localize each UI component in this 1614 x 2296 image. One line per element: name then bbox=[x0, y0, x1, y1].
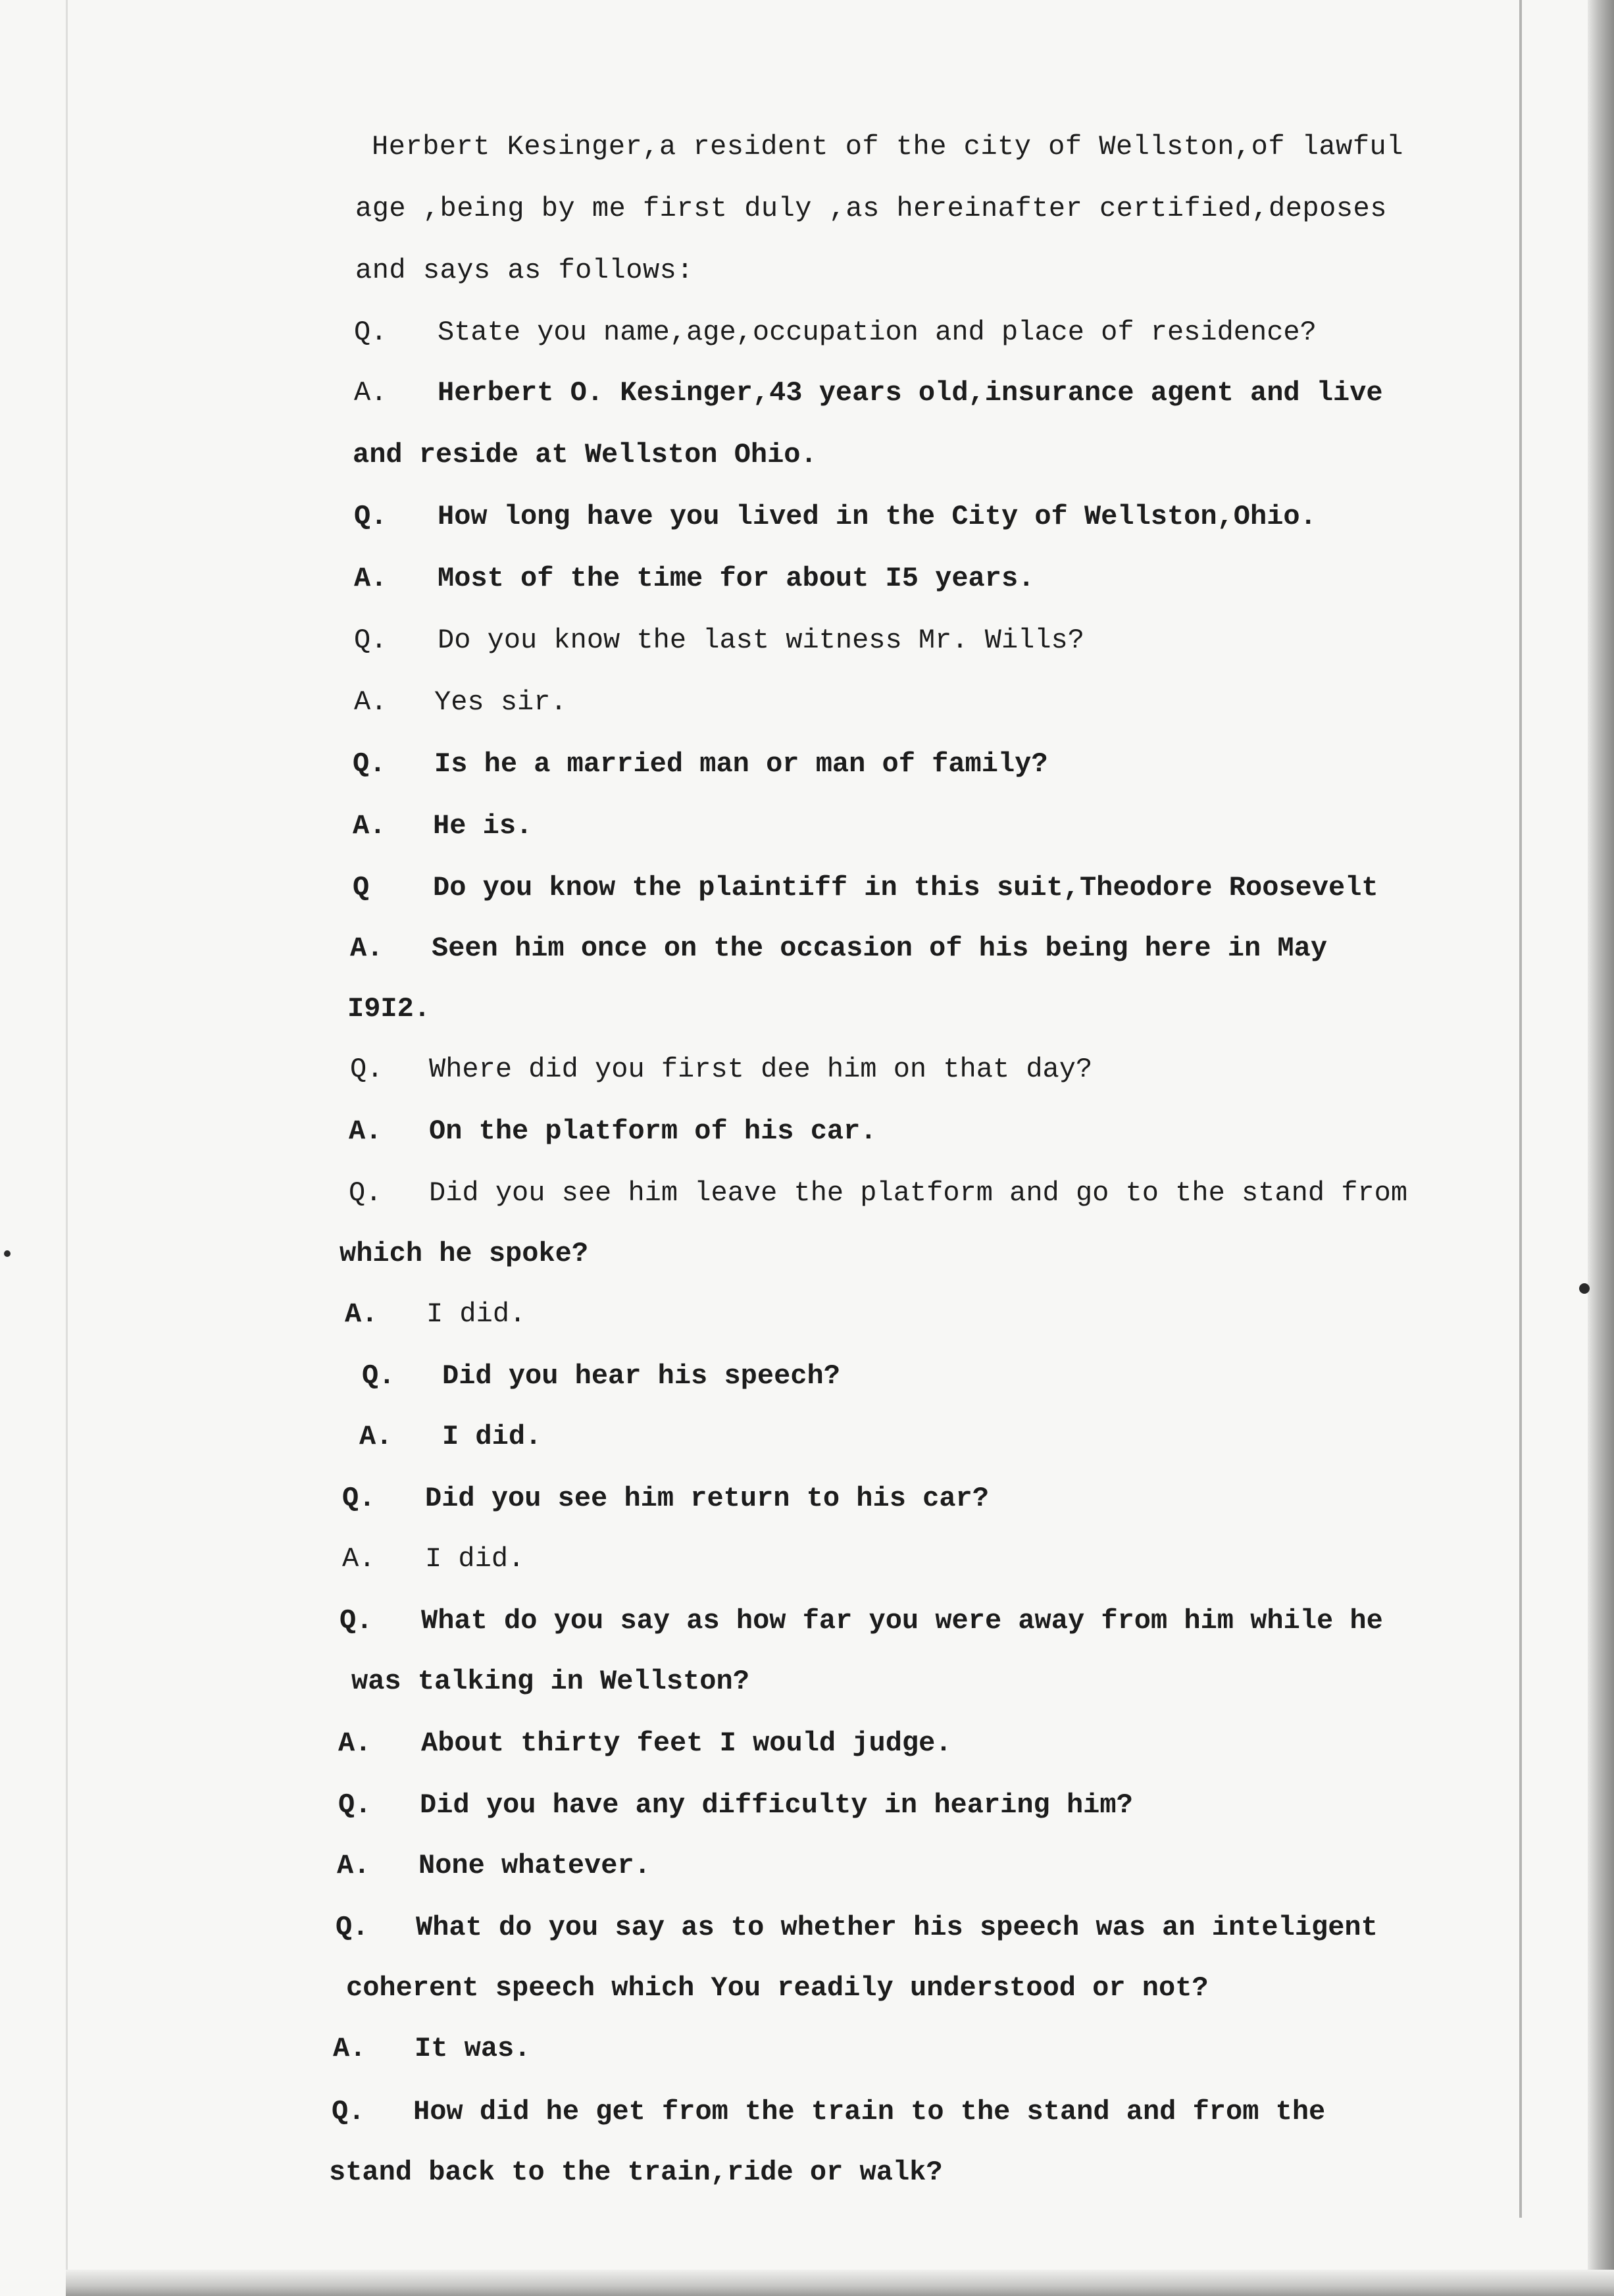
question-text: Do you know the plaintiff in this suit,Theodore Roosevelt bbox=[433, 872, 1378, 904]
question-text: Is he a married man or man of family? bbox=[434, 748, 1048, 780]
marker-a: A. bbox=[337, 1850, 370, 1881]
question-text: What do you say as how far you were away from him while he bbox=[421, 1605, 1383, 1637]
answer-text: Yes sir. bbox=[434, 686, 567, 718]
marker-q: Q. bbox=[342, 1483, 376, 1514]
page-right-edge bbox=[1519, 0, 1522, 2218]
ink-speck bbox=[4, 1250, 11, 1257]
page-left-edge bbox=[66, 0, 68, 2296]
intro-line-2: age ,being by me first duly ,as hereinafter certified,deposes bbox=[355, 193, 1387, 224]
question-text: How long have you lived in the City of Wellston,Ohio. bbox=[438, 501, 1317, 532]
question-text: Do you know the last witness Mr. Wills? bbox=[438, 625, 1084, 656]
marker-q: Q. bbox=[362, 1360, 395, 1392]
answer-text: On the platform of his car. bbox=[429, 1115, 877, 1147]
marker-q: Q. bbox=[353, 748, 386, 780]
marker-q: Q. bbox=[354, 625, 388, 656]
question-text: Did you see him leave the platform and go to the stand from bbox=[429, 1177, 1408, 1209]
answer-text: Seen him once on the occasion of his being here in May bbox=[432, 932, 1328, 964]
marker-q: Q. bbox=[354, 317, 388, 348]
question-text: Where did you first dee him on that day? bbox=[429, 1054, 1093, 1085]
intro-line-3: and says as follows: bbox=[355, 255, 694, 286]
marker-q: Q bbox=[353, 872, 370, 904]
marker-q: Q. bbox=[338, 1789, 372, 1821]
marker-a: A. bbox=[342, 1543, 376, 1575]
marker-a: A. bbox=[350, 932, 384, 964]
answer-text-cont: and reside at Wellston Ohio. bbox=[353, 439, 817, 471]
marker-q: Q. bbox=[336, 1912, 369, 1943]
question-text: Did you have any difficulty in hearing him? bbox=[420, 1789, 1133, 1821]
question-text: Did you hear his speech? bbox=[442, 1360, 840, 1392]
answer-text-cont: I9I2. bbox=[347, 993, 431, 1025]
marker-q: Q. bbox=[332, 2096, 365, 2128]
marker-a: A. bbox=[338, 1727, 372, 1759]
marker-q: Q. bbox=[349, 1177, 382, 1209]
answer-text: It was. bbox=[415, 2033, 531, 2064]
question-text: State you name,age,occupation and place of residence? bbox=[438, 317, 1317, 348]
intro-line-1: Herbert Kesinger,a resident of the city of Wellston,of lawful bbox=[372, 131, 1403, 163]
scan-border-right bbox=[1588, 0, 1614, 2296]
marker-a: A. bbox=[354, 377, 388, 409]
answer-text: Most of the time for about I5 years. bbox=[438, 563, 1035, 594]
answer-text: I did. bbox=[425, 1543, 525, 1575]
scan-border-bottom bbox=[66, 2270, 1614, 2296]
answer-text: None whatever. bbox=[418, 1850, 651, 1881]
marker-a: A. bbox=[359, 1421, 393, 1452]
marker-a: A. bbox=[349, 1115, 382, 1147]
answer-text: He is. bbox=[433, 810, 533, 842]
marker-q: Q. bbox=[354, 501, 388, 532]
question-text: Did you see him return to his car? bbox=[425, 1483, 989, 1514]
ink-speck bbox=[1579, 1283, 1590, 1294]
marker-a: A. bbox=[333, 2033, 366, 2064]
answer-text: I did. bbox=[426, 1298, 526, 1330]
answer-text: I did. bbox=[442, 1421, 542, 1452]
marker-a: A. bbox=[354, 686, 388, 718]
marker-a: A. bbox=[353, 810, 386, 842]
answer-text: About thirty feet I would judge. bbox=[421, 1727, 952, 1759]
marker-q: Q. bbox=[350, 1054, 384, 1085]
question-text-cont: stand back to the train,ride or walk? bbox=[329, 2156, 943, 2188]
question-text-cont: was talking in Wellston? bbox=[351, 1666, 749, 1697]
marker-q: Q. bbox=[340, 1605, 373, 1637]
question-text-cont: coherent speech which You readily understood or not? bbox=[346, 1972, 1209, 2004]
question-text: How did he get from the train to the stand and from the bbox=[413, 2096, 1326, 2128]
question-text-cont: which he spoke? bbox=[340, 1238, 589, 1269]
answer-text: Herbert O. Kesinger,43 years old,insurance agent and live bbox=[438, 377, 1383, 409]
question-text: What do you say as to whether his speech was an inteligent bbox=[416, 1912, 1378, 1943]
marker-a: A. bbox=[354, 563, 388, 594]
marker-a: A. bbox=[345, 1298, 378, 1330]
